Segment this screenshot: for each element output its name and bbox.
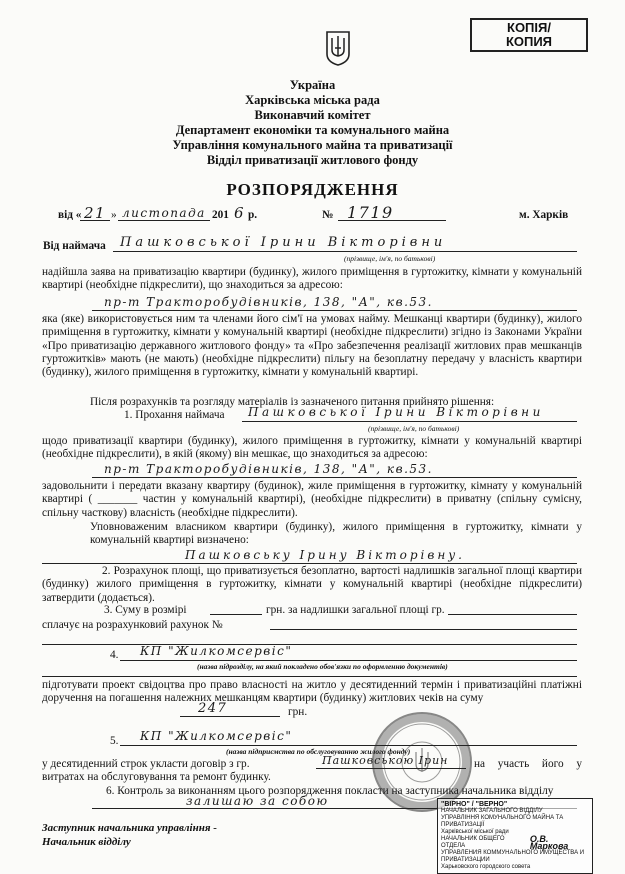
paragraph-transfer: задовольнити і передати вказану квартиру (будинок), жиле приміщення в гуртожитку, кімнату у комунальній квартирі ( _______ частин у комунальній квартирі), (необхідне підкреслити) в приватну (спільну сумісну, спільну часткову) власність (необхідне підкреслити).	[42, 480, 582, 519]
paragraph-owner: Уповноваженим власником квартири (будинку), жилого приміщення в гуртожитку, кімнати у комунальній квартирі визначено:	[90, 521, 582, 547]
date-month-sep: »	[111, 209, 117, 221]
header-committee: Виконавчий комітет	[254, 108, 371, 122]
document-title: РОЗПОРЯДЖЕННЯ	[226, 180, 399, 199]
contract-name: Пашковською Ірин	[322, 754, 449, 767]
checks-sum: 247	[198, 701, 228, 716]
copy-stamp	[470, 18, 588, 52]
paragraph-privatization: щодо приватизації квартири (будинку), жилого приміщення в гуртожитку, кімнати у комунальній квартирі (необхідне підкреслити), в якій (якому) він мешкає, що знаходиться за адресою:	[42, 435, 582, 461]
checks-sum-unit: грн.	[288, 706, 308, 718]
paragraph-area-calc: 2. Розрахунок площі, що приватизується безоплатно, вартості надлишків загальної площі квартири (будинку) жилого приміщення в гуртожитку, кімнати у комунальній квартирі (необхідне підкреслити) затвердити (додається).	[42, 565, 582, 604]
address-line-2: пр-т Тракторобудівників, 138, "А", кв.53.	[104, 462, 433, 476]
header-country: Україна	[289, 78, 336, 92]
verno-line3: Харківської міської ради	[441, 829, 509, 835]
item5-value: КП "Жилкомсервіс"	[140, 729, 293, 743]
verno-line1: НАЧАЛЬНИК ЗАГАЛЬНОГО ВІДДІЛУ	[441, 808, 543, 814]
item4-label: 4.	[110, 649, 119, 661]
header-council: Харківська міська рада	[245, 93, 380, 107]
applicant-name: Пашковської Ірини Вікторівни	[120, 235, 447, 250]
item3-account: сплачує на розрахунковий рахунок №	[42, 619, 223, 631]
item1-name: Пашковської Ірини Вікторівни	[248, 405, 544, 419]
item5-label: 5.	[110, 735, 119, 747]
trident-icon	[325, 30, 351, 66]
copy-stamp-line2: КОПИЯ	[505, 34, 553, 49]
date-year-digit: 6	[234, 204, 246, 222]
round-seal	[372, 712, 472, 812]
paragraph-certificate: підготувати проект свідоцтва про право власності на житло у десятиденний термін і приватизаційні платіжні доручення на погашення належних мешканцям квартири (будинку) житлових чеків на суму	[42, 679, 582, 705]
verno-head: "ВІРНО" / "ВЕРНО"	[441, 801, 508, 808]
date-from-label: від «	[58, 209, 82, 221]
date-year-prefix: 201	[212, 209, 229, 221]
item3-text: грн. за надлишки загальної площі гр.	[266, 604, 445, 616]
owner-name: Пашковську Ірину Вікторівну.	[185, 548, 465, 562]
header-department: Департамент економіки та комунального майна	[175, 123, 450, 137]
number-label: №	[322, 209, 334, 221]
address-line: пр-т Тракторобудівників, 138, "А", кв.53.	[104, 295, 433, 309]
verno-line5: УПРАВЛЕНИЯ КОММУНАЛЬНОГО ИМУЩЕСТВА И ПРИВАТИЗАЦИИ	[441, 850, 585, 863]
item1-label: 1. Прохання наймача	[124, 409, 225, 421]
applicant-hint: (прізвище, ім'я, по батькові)	[344, 254, 436, 263]
copy-stamp-line1: КОПІЯ/	[507, 20, 551, 35]
date-day: 21	[84, 204, 107, 222]
paragraph-usage: яка (яке) використовується ним та членами його сім'ї на умовах найму. Мешканці квартири (будинку), жилого приміщення в гуртожитку, кімнати у комунальній квартирі (необхідне підкреслити) згідно із Законами України «Про приватизацію державного житлового фонду» та «Про забезпечення реалізації житлових прав мешканців гуртожитків» мають (не мають) (необхідне підкреслити) пільгу на безоплатну передачу у власність квартири (будинку), жилого приміщення в гуртожитку, кімнати у комунальній квартирі.	[42, 313, 582, 379]
seal-graphic	[374, 714, 470, 810]
applicant-label: Від наймача	[43, 240, 106, 252]
header-section: Відділ приватизації житлового фонду	[206, 153, 419, 167]
document-number: 1719	[347, 203, 394, 222]
paragraph-control: 6. Контроль за виконанням цього розпорядження покласти на заступника начальника відділу	[106, 785, 554, 797]
city: м. Харків	[519, 209, 569, 221]
paragraph-decision: Після розрахунків та розгляду матеріалів із зазначеного питання прийнято рішення:	[90, 396, 495, 408]
verno-name: О.В. Маркова	[529, 834, 569, 851]
item3-label: 3. Суму в розмірі	[104, 604, 187, 616]
verno-line2: УПРАВЛІННЯ КОМУНАЛЬНОГО МАЙНА ТА ПРИВАТИЗАЦІЇ	[441, 815, 564, 828]
date-year-suffix: р.	[248, 209, 258, 221]
item1-hint: (прізвище, ім'я, по батькові)	[368, 424, 460, 433]
item5-hint: (назва підприємства по обслуговуванню жилого фонду)	[226, 747, 411, 756]
footer-line1: Заступник начальника управління -	[42, 822, 217, 834]
paragraph-contract-end: на участь його у витратах на обслуговування та ремонт будинку.	[42, 758, 582, 784]
header-directorate: Управління комунального майна та приватизації	[172, 138, 453, 152]
paragraph-application: надійшла заява на приватизацію квартири (будинку), жилого приміщення в гуртожитку, кімнати у комунальній квартирі (необхідне підкреслити), що знаходиться за адресою:	[42, 266, 582, 292]
footer-line2: Начальник відділу	[42, 836, 131, 848]
header-block	[0, 78, 625, 168]
paragraph-contract: у десятиденний строк укласти договір з гр.	[42, 758, 250, 770]
verno-line4: НАЧАЛЬНИК ОБЩЕГО ОТДЕЛА	[441, 836, 505, 849]
verno-line6: Харьковского городского совета	[441, 864, 531, 870]
item4-value: КП "Жилкомсервіс"	[140, 644, 293, 658]
verno-stamp	[437, 798, 593, 874]
control-handwritten: залишаю за собою	[186, 794, 329, 808]
item4-hint: (назва підрозділу, на який покладено обов'язки по оформленню документів)	[197, 662, 448, 671]
date-month: листопада	[122, 206, 206, 220]
